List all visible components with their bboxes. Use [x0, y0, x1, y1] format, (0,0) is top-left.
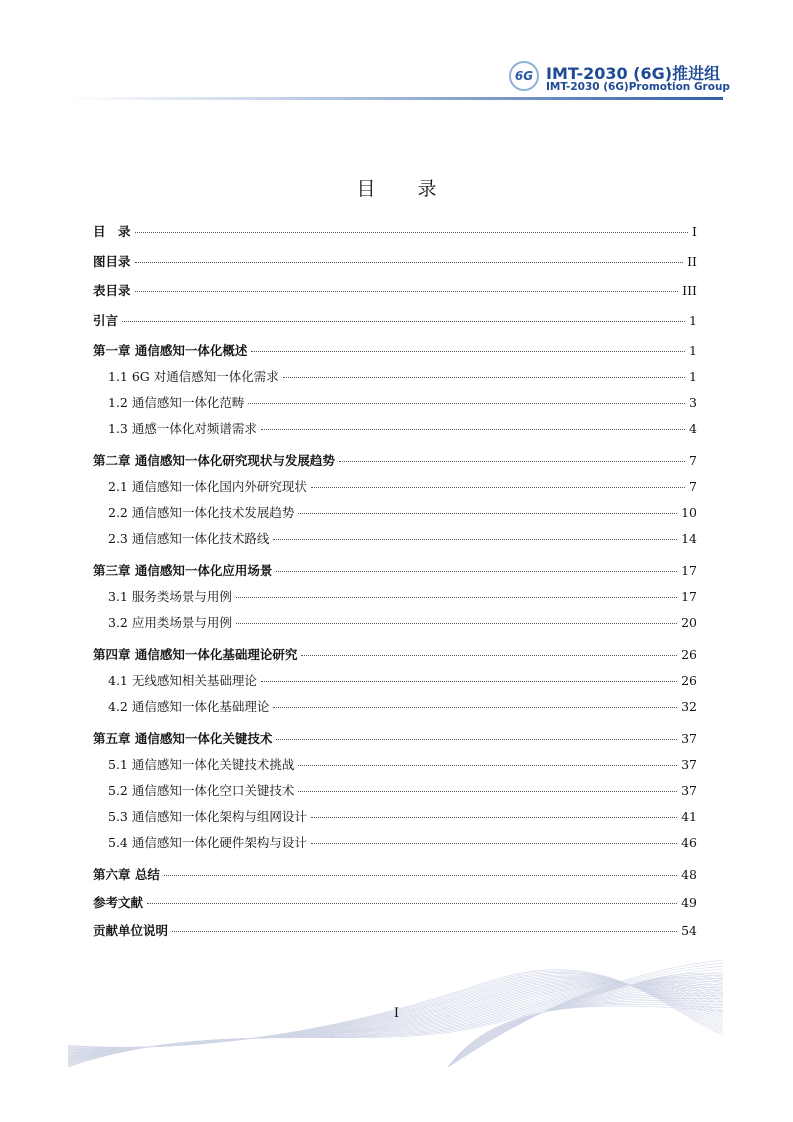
toc-entry-page: 37 [681, 731, 697, 746]
wave-line [68, 977, 723, 1066]
toc-entry-label: 参考文献 [93, 895, 144, 910]
toc-entry-page: 7 [689, 453, 697, 468]
toc-leader-dots [135, 291, 679, 292]
toc-leader-dots [276, 739, 677, 740]
logo-mark: 6G [514, 69, 534, 83]
toc-entry-page: III [682, 283, 697, 298]
toc-entry-page: 10 [681, 505, 697, 520]
toc-entry-page: 1 [689, 343, 697, 358]
toc-entry-page: 26 [681, 673, 697, 688]
toc-entry[interactable] [93, 587, 697, 609]
toc-entry[interactable] [93, 252, 697, 274]
toc-entry[interactable] [93, 281, 697, 303]
toc-entry-page: I [692, 224, 697, 239]
toc-entry-label: 4.1 无线感知相关基础理论 [108, 673, 257, 688]
toc-entry[interactable] [93, 529, 697, 551]
wave-line [68, 985, 723, 1060]
toc-entry[interactable] [93, 311, 697, 333]
toc-leader-dots [298, 791, 677, 792]
page-header [0, 0, 793, 110]
toc-entry-label: 3.2 应用类场景与用例 [108, 615, 232, 630]
header-divider [68, 97, 723, 100]
toc-entry[interactable] [93, 222, 697, 244]
toc-leader-dots [298, 513, 677, 514]
toc-leader-dots [135, 262, 684, 263]
toc-leader-dots [261, 681, 677, 682]
toc-entry-label: 第一章 通信感知一体化概述 [93, 343, 248, 358]
toc-entry[interactable] [93, 477, 697, 499]
toc-leader-dots [311, 817, 677, 818]
toc-leader-dots [164, 875, 677, 876]
toc-entry-label: 第三章 通信感知一体化应用场景 [93, 563, 273, 578]
header-title: IMT-2030 (6G)推进组 [546, 64, 721, 83]
toc-entry[interactable] [93, 341, 697, 363]
toc-entry[interactable] [93, 451, 697, 473]
toc-entry-page: 37 [681, 783, 697, 798]
toc-entry[interactable] [93, 671, 697, 693]
toc-heading: 目 录 [356, 178, 455, 200]
toc-entry-label: 图目录 [93, 254, 131, 269]
page-number: I [393, 1006, 400, 1021]
toc-entry[interactable] [93, 697, 697, 719]
toc-leader-dots [301, 655, 677, 656]
toc-entry-label: 1.2 通信感知一体化范畴 [108, 395, 245, 410]
toc-entry-page: 32 [681, 699, 697, 714]
toc-leader-dots [276, 571, 677, 572]
logo-6g-icon [509, 61, 539, 91]
toc-entry-page: 1 [689, 369, 697, 384]
toc-entry-label: 5.4 通信感知一体化硬件架构与设计 [108, 835, 307, 850]
toc-entry-label: 第二章 通信感知一体化研究现状与发展趋势 [93, 453, 335, 468]
toc-entry-label: 表目录 [93, 283, 131, 298]
wave-line [448, 984, 723, 1067]
toc-leader-dots [311, 487, 685, 488]
toc-entry-label: 2.3 通信感知一体化技术路线 [108, 531, 270, 546]
toc-leader-dots [248, 403, 685, 404]
toc-entry-page: 48 [681, 867, 697, 882]
toc-entry[interactable] [93, 419, 697, 441]
toc-entry-page: 17 [681, 563, 697, 578]
toc-entry-label: 贡献单位说明 [93, 923, 169, 938]
toc-entry[interactable] [93, 807, 697, 829]
toc-entry[interactable] [93, 367, 697, 389]
toc-leader-dots [273, 707, 677, 708]
toc-entry-label: 2.2 通信感知一体化技术发展趋势 [108, 505, 295, 520]
toc-entry[interactable] [93, 893, 697, 915]
toc-entry[interactable] [93, 781, 697, 803]
toc-entry-page: 17 [681, 589, 697, 604]
toc-entry-page: 4 [689, 421, 697, 436]
toc-entry[interactable] [93, 645, 697, 667]
toc-entry-label: 1.1 6G 对通信感知一体化需求 [108, 369, 279, 384]
toc-leader-dots [251, 351, 685, 352]
toc-entry-page: 54 [681, 923, 697, 938]
toc-entry-label: 目 录 [93, 224, 131, 239]
toc-entry[interactable] [93, 393, 697, 415]
toc-entry-page: 26 [681, 647, 697, 662]
toc-entry[interactable] [93, 503, 697, 525]
toc-entry[interactable] [93, 729, 697, 751]
toc-entry-page: 7 [689, 479, 697, 494]
toc-entry-label: 第四章 通信感知一体化基础理论研究 [93, 647, 298, 662]
toc-leader-dots [172, 931, 677, 932]
toc-entry-page: 37 [681, 757, 697, 772]
toc-entry-page: 3 [689, 395, 697, 410]
toc-leader-dots [261, 429, 685, 430]
header-subtitle: IMT-2030 (6G)Promotion Group [546, 81, 730, 93]
toc-entry-label: 5.2 通信感知一体化空口关键技术 [108, 783, 295, 798]
toc-leader-dots [236, 597, 677, 598]
toc-entry-page: 20 [681, 615, 697, 630]
toc-entry-label: 1.3 通感一体化对频谱需求 [108, 421, 257, 436]
toc-entry-page: 46 [681, 835, 697, 850]
toc-leader-dots [283, 377, 685, 378]
wave-line [68, 982, 723, 1062]
toc-leader-dots [236, 623, 677, 624]
toc-entry-label: 2.1 通信感知一体化国内外研究现状 [108, 479, 307, 494]
toc-entry[interactable] [93, 613, 697, 635]
toc-entry-page: 1 [689, 313, 697, 328]
toc-entry[interactable] [93, 561, 697, 583]
toc-leader-dots [311, 843, 677, 844]
toc-leader-dots [298, 765, 677, 766]
toc-entry-label: 引言 [93, 313, 119, 328]
toc-entry-page: 41 [681, 809, 697, 824]
toc-leader-dots [147, 903, 677, 904]
toc-entry[interactable] [93, 833, 697, 855]
toc-entry[interactable] [93, 755, 697, 777]
toc-entry[interactable] [93, 921, 697, 943]
toc-entry-label: 4.2 通信感知一体化基础理论 [108, 699, 270, 714]
toc-entry-label: 5.3 通信感知一体化架构与组网设计 [108, 809, 307, 824]
toc-leader-dots [122, 321, 685, 322]
toc-entry-page: II [687, 254, 697, 269]
toc-entry-label: 第五章 通信感知一体化关键技术 [93, 731, 273, 746]
toc-entry[interactable] [93, 865, 697, 887]
toc-entry-page: 49 [681, 895, 697, 910]
toc-leader-dots [135, 232, 689, 233]
toc-entry-label: 3.1 服务类场景与用例 [108, 589, 232, 604]
toc-leader-dots [273, 539, 677, 540]
toc-entry-page: 14 [681, 531, 697, 546]
toc-leader-dots [339, 461, 685, 462]
toc-entry-label: 第六章 总结 [93, 867, 160, 882]
toc-entry-label: 5.1 通信感知一体化关键技术挑战 [108, 757, 295, 772]
